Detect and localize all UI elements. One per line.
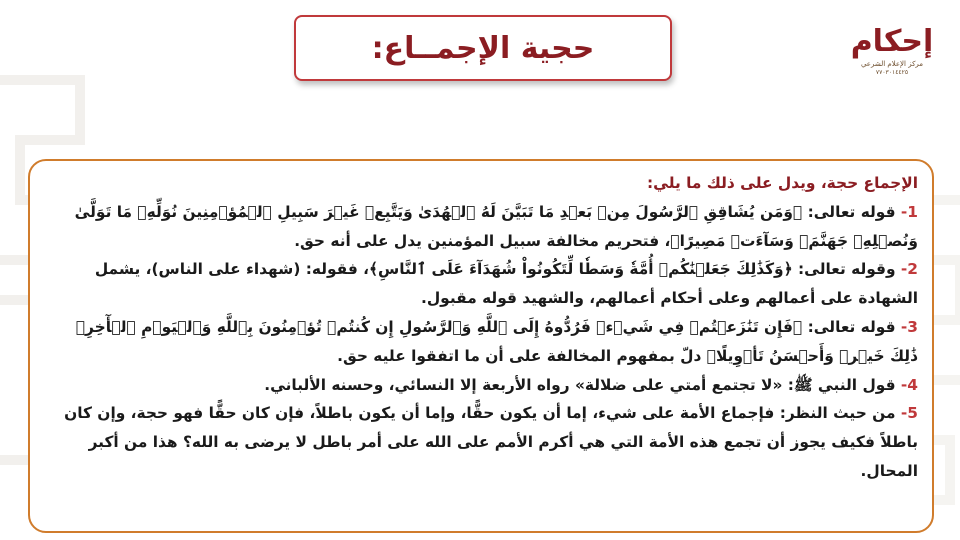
- item-number: 2-: [900, 260, 918, 279]
- item-number: 5-: [900, 404, 918, 423]
- list-item: [44, 255, 918, 313]
- intro-line: الإجماع حجة، ويدل على ذلك ما يلي:: [646, 174, 918, 192]
- item-number: 1-: [900, 202, 918, 221]
- list-item: [44, 198, 918, 256]
- logo: [844, 24, 940, 94]
- list-item: [44, 399, 918, 485]
- logo-subtitle: مركز الإعلام الشرعي: [860, 60, 924, 68]
- item-text: وقوله تعالى: ﴿وَكَذَٰلِكَ جَعَلۡنَٰكُمۡ أُمَّةٗ وَسَطٗا لِّتَكُونُواْ شُهَدَآءَ عَلَى ٱلنَّاسِ﴾، فقوله: (شهداء على الناس)، يشمل الشهادة على أعمالهم وعلى أحكام أعمالهم، والشهيد قوله مقبول.: [94, 260, 918, 308]
- list-item: [44, 313, 918, 371]
- page-title: حجية الإجمــاع:: [371, 30, 595, 66]
- item-number: 4-: [900, 375, 918, 394]
- item-text: قوله تعالى: ﴿وَمَن يُشَاقِقِ ٱلرَّسُولَ مِنۢ بَعۡدِ مَا تَبَيَّنَ لَهُ ٱلۡهُدَىٰ وَيَتَّبِعۡ غَيۡرَ سَبِيلِ ٱلۡمُؤۡمِنِينَ نُوَلِّهِۦ مَا تَوَلَّىٰ وَنُصۡلِهِۦ جَهَنَّمَۖ وَسَآءَتۡ مَصِيرًا﴾، فتحريم مخالفة سبيل المؤمنين يدل على أنه حق.: [74, 202, 918, 250]
- logo-name: إحكام: [850, 24, 934, 59]
- content-box: [28, 159, 934, 533]
- item-text: قول النبي ﷺ: «لا تجتمع أمتي على ضلالة» رواه الأربعة إلا النسائي، وحسنه الألباني.: [264, 375, 896, 394]
- item-text: من حيث النظر: فإجماع الأمة على شيء، إما أن يكون حقًّا، وإما أن يكون باطلاً، فإن كان حقًّا فهو حجة، وإن كان باطلاً فكيف يجوز أن تجمع هذه الأمة التي هي أكرم الأمم على الله على أمر باطل لا يرضى به الله؟ هذا من أكبر المحال.: [64, 404, 918, 480]
- list-item: [44, 371, 918, 400]
- item-text: قوله تعالى: ﴿فَإِن تَنَٰزَعۡتُمۡ فِي شَيۡءٖ فَرُدُّوهُ إِلَى ٱللَّهِ وَٱلرَّسُولِ إِن كُنتُمۡ تُؤۡمِنُونَ بِٱللَّهِ وَٱلۡيَوۡمِ ٱلۡأٓخِرِۚ ذَٰلِكَ خَيۡرٞ وَأَحۡسَنُ تَأۡوِيلًا﴾ دلّ بمفهوم المخالفة على أن ما اتفقوا عليه حق.: [75, 317, 918, 365]
- logo-phone: ٧٧٠٣٠١٤٤٢٥: [875, 69, 909, 76]
- item-number: 3-: [900, 317, 918, 336]
- title-box: [294, 15, 672, 81]
